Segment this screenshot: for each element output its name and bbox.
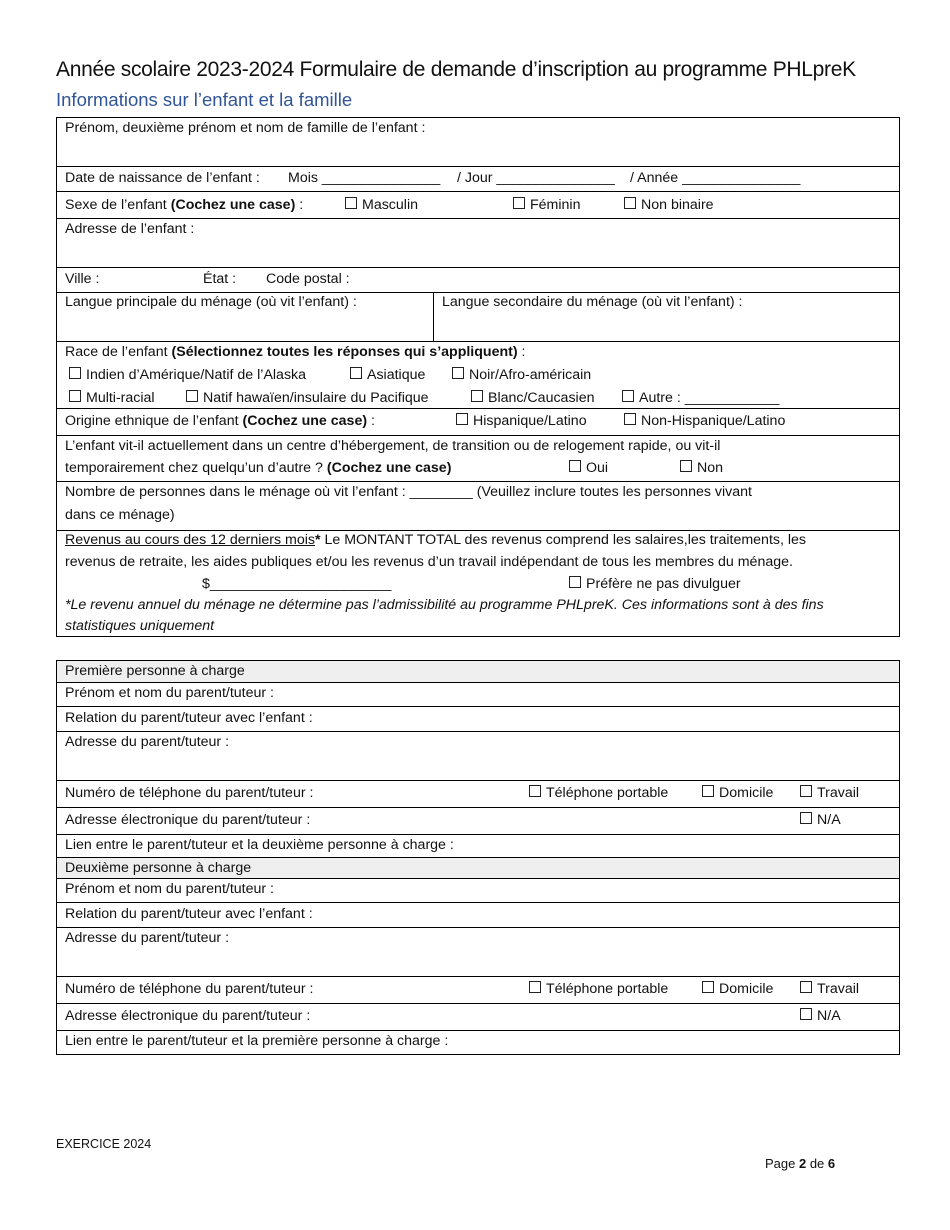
checkbox-icon[interactable] [186,390,198,402]
guardian2-link-label: Lien entre le parent/tuteur et la première personne à charge : [65,1033,449,1049]
checkbox-icon[interactable] [680,460,692,472]
phone-option-label: Domicile [719,785,774,801]
child-address-field[interactable] [57,218,899,267]
guardian1-link-field[interactable] [57,834,899,857]
checkbox-icon[interactable] [529,785,541,797]
child-sex-colon: : [295,197,304,213]
child-name-field[interactable] [57,118,899,166]
income-label: Revenus au cours des 12 derniers mois [65,532,315,548]
shelter-option-label: Non [697,460,724,476]
guardian2-name-label: Prénom et nom du parent/tuteur : [65,881,274,897]
guardian1-relation-label: Relation du parent/tuteur avec l’enfant : [65,710,313,726]
race-label: Race de l’enfant [65,344,168,360]
shelter-row [57,435,899,481]
guardian1-address-field[interactable] [57,731,899,780]
checkbox-icon[interactable] [69,390,81,402]
income-line1-rest: des revenus comprend les salaires,les traitements, les [460,532,806,548]
child-address-label: Adresse de l’enfant : [65,221,195,237]
child-sex-instruction: (Cochez une case) [170,197,296,213]
household-size-field[interactable] [57,481,899,530]
income-prefer-not-option[interactable] [569,576,741,592]
income-note-line1: *Le revenu annuel du ménage ne détermine pas l’admissibilité au programme PHLpreK. Ces informations sont à des fins [65,597,824,613]
secondary-language-label: Langue secondaire du ménage (où vit l’enfant) : [442,294,743,310]
household-line1: Nombre de personnes dans le ménage où vit l’enfant : ________ (Veuillez inclure toutes les personnes vivant [65,484,752,500]
sex-option-nonbinaire[interactable] [624,197,714,213]
race-option-label: Multi-racial [86,390,155,406]
child-dob-field[interactable] [57,166,899,191]
guardians-table [56,660,900,1055]
shelter-instruction: (Cochez une case) [326,460,452,476]
phone-option-label: Téléphone portable [546,785,669,801]
income-star: * [315,532,321,548]
checkbox-icon[interactable] [800,981,812,993]
guardian2-phone-mobile[interactable] [529,981,668,997]
guardian2-header-text: Deuxième personne à charge [65,860,252,876]
sex-option-label: Féminin [530,197,581,213]
ethnicity-instruction: (Cochez une case) [242,413,368,429]
race-option-2[interactable] [350,367,425,383]
guardian1-address-label: Adresse du parent/tuteur : [65,734,230,750]
ethnicity-label: Origine ethnique de l’enfant [65,413,239,429]
income-le: Le [320,532,345,548]
guardian1-email-na[interactable] [800,812,841,828]
race-option-5[interactable] [186,390,429,406]
page-title: Année scolaire 2023-2024 Formulaire de demande d’inscription au programme PHLpreK [56,58,856,81]
ethnicity-option-nonhispanic[interactable] [624,413,785,429]
guardian2-email-na[interactable] [800,1008,841,1024]
guardian1-phone-mobile[interactable] [529,785,668,801]
sex-option-label: Non binaire [641,197,714,213]
guardian1-phone-work[interactable] [800,785,859,801]
guardian2-relation-field[interactable] [57,902,899,927]
checkbox-icon[interactable] [624,413,636,425]
income-row [57,530,899,636]
income-line2: revenus de retraite, les aides publiques et/ou les revenus d’un travail indépendant de tous les membres du ménage. [65,554,793,570]
page-number [765,1156,835,1171]
checkbox-icon[interactable] [456,413,468,425]
guardian2-address-label: Adresse du parent/tuteur : [65,930,230,946]
checkbox-icon[interactable] [529,981,541,993]
guardian2-header [57,857,899,878]
checkbox-icon[interactable] [350,367,362,379]
guardian2-address-field[interactable] [57,927,899,976]
primary-language-label: Langue principale du ménage (où vit l’enfant) : [65,294,357,310]
race-option-label: Blanc/Caucasien [488,390,595,406]
checkbox-icon[interactable] [800,785,812,797]
guardian2-email-row [57,1003,899,1030]
guardian1-phone-home[interactable] [702,785,773,801]
child-sex-row [57,191,899,218]
checkbox-icon[interactable] [471,390,483,402]
phone-option-label: Travail [817,981,860,997]
checkbox-icon[interactable] [345,197,357,209]
ethnicity-row [57,408,899,435]
primary-language-field[interactable] [57,293,434,341]
guardian1-header [57,661,899,682]
guardian2-name-field[interactable] [57,878,899,902]
checkbox-icon[interactable] [800,1008,812,1020]
sex-option-label: Masculin [362,197,418,213]
guardian1-name-field[interactable] [57,682,899,706]
race-option-6[interactable] [471,390,594,406]
ethnicity-option-label: Non-Hispanique/Latino [641,413,786,429]
child-family-table [56,117,900,637]
email-na-label: N/A [817,812,841,828]
zip-field[interactable]: Code postal : [266,271,350,287]
page-current: 2 [798,1156,807,1171]
language-row [57,292,899,341]
child-name-label: Prénom, deuxième prénom et nom de famille de l’enfant : [65,120,426,136]
city-field[interactable]: Ville : [65,271,100,287]
page-of: de [806,1156,828,1171]
email-na-label: N/A [817,1008,841,1024]
guardian1-email-label[interactable]: Adresse électronique du parent/tuteur : [65,812,311,828]
race-option-label: Indien d’Amérique/Natif de l’Alaska [86,367,307,383]
child-sex-label: Sexe de l’enfant [65,197,167,213]
guardian1-header-text: Première personne à charge [65,663,245,679]
race-option-label: Natif hawaïen/insulaire du Pacifique [203,390,429,406]
page-total: 6 [827,1156,836,1171]
guardian2-relation-label: Relation du parent/tuteur avec l’enfant : [65,906,313,922]
shelter-question-line1: L’enfant vit-il actuellement dans un centre d’hébergement, de transition ou de relogement rapide, ou vit-il [65,438,721,454]
race-option-7[interactable] [622,390,779,406]
guardian2-phone-row [57,976,899,1003]
checkbox-icon[interactable] [702,981,714,993]
race-colon: : [517,344,526,360]
section-subtitle: Informations sur l’enfant et la famille [56,89,353,110]
income-total: MONTANT TOTAL [344,532,461,548]
race-option-label: Noir/Afro-américain [469,367,592,383]
shelter-question-line2: temporairement chez quelqu’un d’autre ? [65,460,327,476]
shelter-option-oui[interactable] [569,460,608,476]
ethnicity-option-hispanic[interactable] [456,413,587,429]
guardian1-name-label: Prénom et nom du parent/tuteur : [65,685,274,701]
guardian1-email-row [57,807,899,834]
checkbox-icon[interactable] [513,197,525,209]
checkbox-icon[interactable] [702,785,714,797]
phone-option-label: Domicile [719,981,774,997]
household-line2: dans ce ménage) [65,507,175,523]
checkbox-icon[interactable] [622,390,634,402]
sex-option-masculin[interactable] [345,197,418,213]
guardian1-phone-row [57,780,899,807]
dob-year-field[interactable]: / Année _______________ [630,170,801,186]
ethnicity-option-label: Hispanique/Latino [473,413,587,429]
race-option-label: Asiatique [367,367,426,383]
race-option-3[interactable] [452,367,591,383]
guardian1-link-label: Lien entre le parent/tuteur et la deuxième personne à charge : [65,837,454,853]
checkbox-icon[interactable] [800,812,812,824]
dob-day-field[interactable]: / Jour _______________ [457,170,615,186]
income-note-line2: statistiques uniquement [65,618,215,634]
guardian2-email-label[interactable]: Adresse électronique du parent/tuteur : [65,1008,311,1024]
checkbox-icon[interactable] [69,367,81,379]
guardian2-link-field[interactable] [57,1030,899,1054]
race-option-label: Autre : ____________ [639,390,780,406]
phone-option-label: Téléphone portable [546,981,669,997]
child-dob-label: Date de naissance de l’enfant : [65,170,260,186]
income-prefer-not-label: Préfère ne pas divulguer [586,576,741,592]
dob-month-field[interactable]: Mois _______________ [288,170,441,186]
state-field[interactable]: État : [203,271,237,287]
guardian2-phone-home[interactable] [702,981,773,997]
shelter-option-label: Oui [586,460,609,476]
ethnicity-colon: : [367,413,375,429]
footer-fiscal-year: EXERCICE 2024 [56,1137,152,1151]
income-amount-field[interactable]: $_______________________ [202,576,392,592]
race-option-4[interactable] [69,390,155,406]
child-city-row [57,267,899,292]
phone-option-label: Travail [817,785,860,801]
guardian2-phone-label[interactable]: Numéro de téléphone du parent/tuteur : [65,981,314,997]
checkbox-icon[interactable] [624,197,636,209]
race-option-1[interactable] [69,367,306,383]
shelter-option-non[interactable] [680,460,723,476]
child-race-row [57,341,899,408]
checkbox-icon[interactable] [569,460,581,472]
guardian1-relation-field[interactable] [57,706,899,731]
checkbox-icon[interactable] [452,367,464,379]
guardian1-phone-label[interactable]: Numéro de téléphone du parent/tuteur : [65,785,314,801]
secondary-language-field[interactable] [434,293,899,341]
page-prefix: Page [765,1156,799,1171]
guardian2-phone-work[interactable] [800,981,859,997]
checkbox-icon[interactable] [569,576,581,588]
race-instruction: (Sélectionnez toutes les réponses qui s’appliquent) [171,344,518,360]
sex-option-feminin[interactable] [513,197,580,213]
